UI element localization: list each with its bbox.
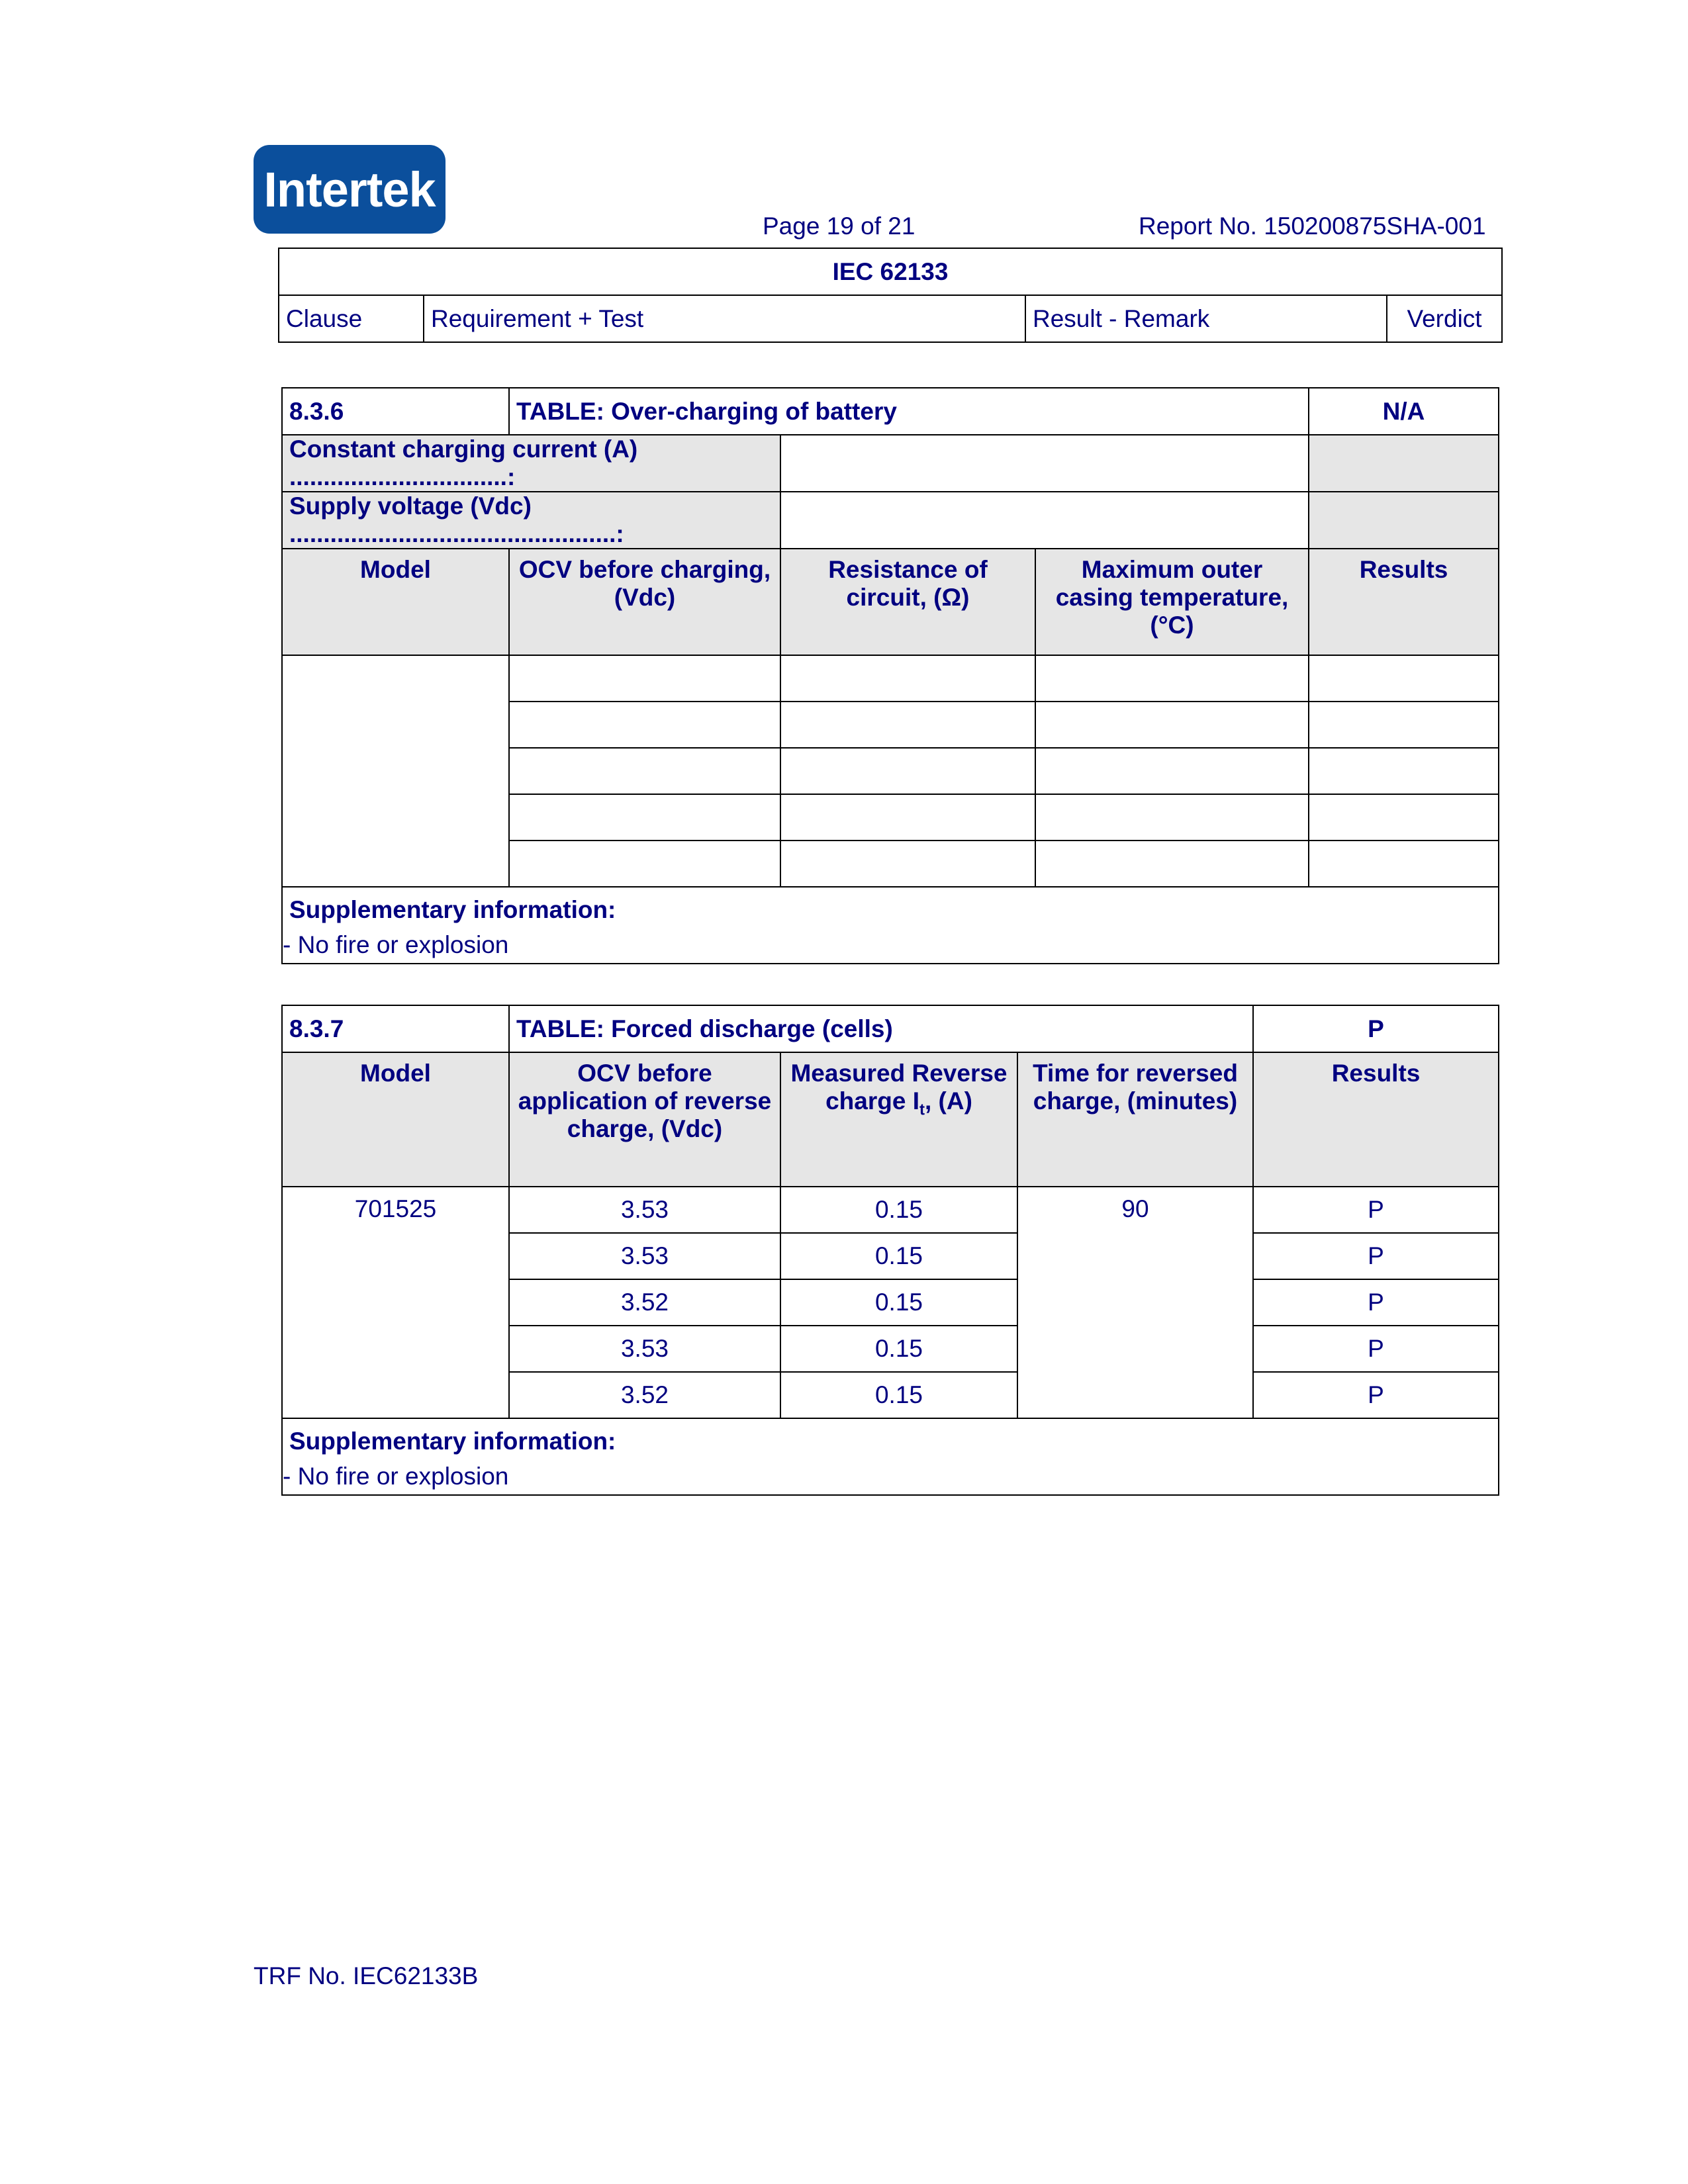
result-cell: P <box>1253 1372 1499 1418</box>
table-cell <box>1035 702 1309 748</box>
table-cell <box>1309 702 1499 748</box>
ocv-cell: 3.52 <box>509 1279 780 1326</box>
table-8-3-7 <box>281 1005 1499 1496</box>
table-cell <box>1309 655 1499 702</box>
supplementary-text: - No fire or explosion <box>283 931 509 958</box>
standard-title: IEC 62133 <box>279 248 1502 295</box>
logo-text: Intertek <box>263 161 436 217</box>
supplementary-info-837 <box>282 1418 1499 1495</box>
supply-voltage-verdict <box>1309 492 1499 549</box>
table-cell <box>1309 841 1499 887</box>
page-number: Page 19 of 21 <box>763 212 915 240</box>
current-cell: 0.15 <box>780 1187 1017 1233</box>
table-cell <box>1035 794 1309 841</box>
intertek-logo <box>254 145 445 234</box>
col-results: Results <box>1253 1052 1499 1187</box>
col-verdict: Verdict <box>1387 295 1502 342</box>
col-ocv: OCV before charging, (Vdc) <box>509 549 780 655</box>
col-time-reversed: Time for reversed charge, (minutes) <box>1017 1052 1253 1187</box>
table-cell <box>1035 841 1309 887</box>
title-8-3-6: TABLE: Over-charging of battery <box>509 388 1309 435</box>
col-model: Model <box>282 549 509 655</box>
table-cell <box>780 655 1035 702</box>
col-result-remark: Result - Remark <box>1025 295 1387 342</box>
result-cell: P <box>1253 1233 1499 1279</box>
supplementary-title: Supplementary information: <box>289 1428 616 1455</box>
table-cell <box>1035 655 1309 702</box>
report-number: Report No. 150200875SHA-001 <box>1139 212 1486 240</box>
col-model: Model <box>282 1052 509 1187</box>
supply-voltage-label: Supply voltage (Vdc) ................................................: <box>282 492 780 549</box>
model-cell: 701525 <box>282 1187 509 1418</box>
table-cell <box>1309 748 1499 794</box>
title-8-3-7: TABLE: Forced discharge (cells) <box>509 1005 1253 1052</box>
supplementary-title: Supplementary information: <box>289 896 616 923</box>
supplementary-info-836 <box>282 887 1499 964</box>
table-cell <box>780 841 1035 887</box>
col-measured-reverse-charge: Measured Reverse charge $I_t$, (A) <box>780 1052 1017 1187</box>
current-cell: 0.15 <box>780 1326 1017 1372</box>
col-max-temp: Maximum outer casing temperature, (°C) <box>1035 549 1309 655</box>
current-cell: 0.15 <box>780 1233 1017 1279</box>
result-cell: P <box>1253 1187 1499 1233</box>
time-cell: 90 <box>1017 1187 1253 1418</box>
result-cell: P <box>1253 1326 1499 1372</box>
table-cell <box>509 794 780 841</box>
table-cell <box>1035 748 1309 794</box>
ocv-cell: 3.53 <box>509 1326 780 1372</box>
charging-current-label: Constant charging current (A) ................................: <box>282 435 780 492</box>
col-ocv-reverse: OCV before application of reverse charge, (Vdc) <box>509 1052 780 1187</box>
charging-current-verdict <box>1309 435 1499 492</box>
table-cell <box>509 748 780 794</box>
table-cell <box>780 748 1035 794</box>
model-cell-empty <box>282 655 509 887</box>
supply-voltage-value <box>780 492 1309 549</box>
ocv-cell: 3.52 <box>509 1372 780 1418</box>
result-cell: P <box>1253 1279 1499 1326</box>
table-cell <box>1309 794 1499 841</box>
col-clause: Clause <box>279 295 424 342</box>
supplementary-text: - No fire or explosion <box>283 1463 509 1490</box>
table-cell <box>509 702 780 748</box>
table-8-3-6 <box>281 387 1499 964</box>
clause-8-3-6: 8.3.6 <box>282 388 509 435</box>
col-results: Results <box>1309 549 1499 655</box>
col-resistance: Resistance of circuit, (Ω) <box>780 549 1035 655</box>
table-cell <box>780 794 1035 841</box>
standard-header-table <box>278 248 1503 343</box>
clause-8-3-7: 8.3.7 <box>282 1005 509 1052</box>
current-cell: 0.15 <box>780 1372 1017 1418</box>
current-cell: 0.15 <box>780 1279 1017 1326</box>
charging-current-value <box>780 435 1309 492</box>
ocv-cell: 3.53 <box>509 1233 780 1279</box>
trf-number: TRF No. IEC62133B <box>254 1962 479 1989</box>
verdict-8-3-7: P <box>1253 1005 1499 1052</box>
verdict-8-3-6: N/A <box>1309 388 1499 435</box>
table-cell <box>509 655 780 702</box>
table-cell <box>509 841 780 887</box>
col-requirement: Requirement + Test <box>424 295 1025 342</box>
ocv-cell: 3.53 <box>509 1187 780 1233</box>
table-cell <box>780 702 1035 748</box>
